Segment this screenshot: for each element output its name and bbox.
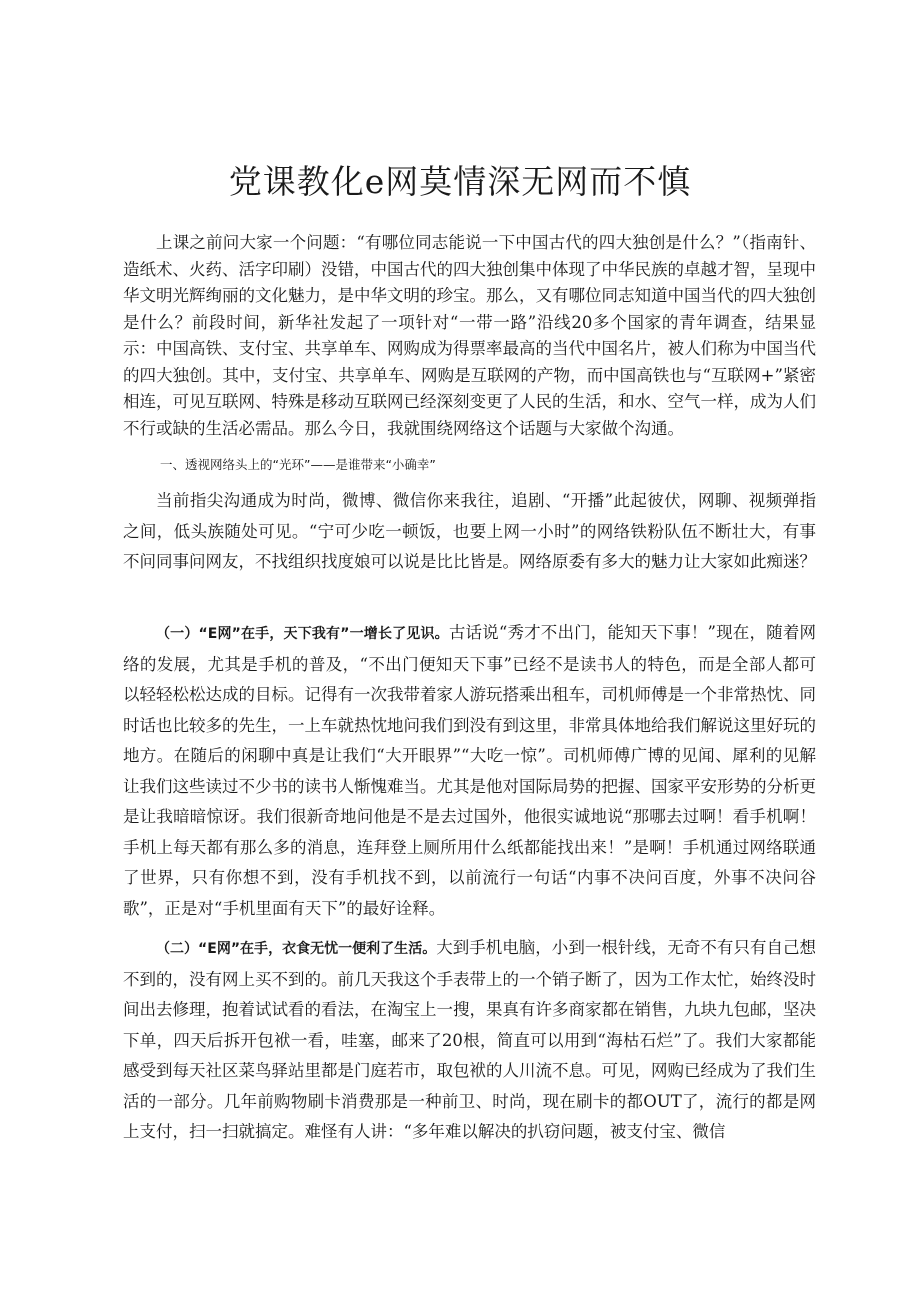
subsection2-heading: （二）“E网”在手，衣食无忧一便利了生活。 (156, 941, 437, 957)
section1-paragraph: 当前指尖沟通成为时尚，微博、微信你来我往，追剧、“开播”此起彼伏，网聊、视频弹指之间，低头族随处可见。“宁可少吃一顿饭，也要上网一小时”的网络铁粉队伍不断壮大，有事不问同事问网友，不找组织找度娘可以说是比比皆是。网络原委有多大的魅力让大家如此痴迷？ (123, 491, 816, 571)
subsection1-body: 古话说“秀才不出门，能知天下事！”现在，随着网络的发展，尤其是手机的普及，“不出门便知天下事”已经不是读书人的特色，而是全部人都可以轻轻松松达成的目标。记得有一次我带着家人游玩搭乘出租车，司机师傅是一个非常热忱、同时话也比较多的先生，一上车就热忱地问我们到没有到这里，非常具体地给我们解说这里好玩的地方。在随后的闲聊中真是让我们“大开眼界”“大吃一惊”。司机师傅广博的见闻、犀利的见解让我们这些读过不少书的读书人惭愧难当。尤其是他对国际局势的把握、国家平安形势的分析更是让我暗暗惊讶。我们很新奇地问他是不是去过国外，他很实诚地说“那哪去过啊！看手机啊！手机上每天都有那么多的消息，连拜登上厕所用什么纸都能找出来！”是啊！手机通过网络联通了世界，只有你想不到，没有手机找不到，以前流行一句话“内事不决问百度，外事不决问谷歌”，正是对“手机里面有天下”的最好诠释。 (123, 623, 816, 918)
intro-paragraph: 上课之前问大家一个问题：“有哪位同志能说一下中国古代的四大独创是什么？”（指南针、造纸术、火药、活字印刷）没错，中国古代的四大独创集中体现了中华民族的卓越才智，呈现中华文明光辉绚丽的文化魅力，是中华文明的珍宝。那么，又有哪位同志知道中国当代的四大独创是什么？前段时间，新华社发起了一项针对“一带一路”沿线20多个国家的青年调查，结果显示：中国高铁、支付宝、共享单车、网购成为得票率最高的当代中国名片，被人们称为中国当代的四大独创。其中，支付宝、共享单车、网购是互联网的产物，而中国高铁也与“互联网+”紧密相连，可见互联网、特殊是移动互联网已经深刻变更了人民的生活，和水、空气一样，成为人们不行或缺的生活必需品。那么今日，我就围绕网络这个话题与大家做个沟通。 (123, 233, 816, 438)
section-heading-1: 一、透视网络头上的“光环”——是谁带来“小确幸” (160, 457, 436, 472)
document-title: 党课教化e网莫情深无网而不慎 (228, 162, 692, 201)
subsection1-paragraph (123, 618, 816, 924)
subsection1-heading: （一）“E网”在手，天下我有”一增长了见识。 (156, 626, 449, 642)
subsection2-body: 大到手机电脑，小到一根针线，无奇不有只有自己想不到的，没有网上买不到的。前几天我这个手表带上的一个销子断了，因为工作太忙，始终没时间出去修理，抱着试试看的看法，在淘宝上一搜，果真有许多商家都在销售，九块九包邮，坚决下单，四天后拆开包袱一看，哇塞，邮来了20根，简直可以用到“海枯石烂”了。我们大家都能感受到每天社区菜鸟驿站里都是门庭若市，取包袱的人川流不息。可见，网购已经成为了我们生活的一部分。几年前购物刷卡消费那是一种前卫、时尚，现在刷卡的都OUT了，流行的都是网上支付，扫一扫就搞定。难怪有人讲：“多年难以解决的扒窃问题，被支付宝、微信 (123, 938, 816, 1141)
subsection2-paragraph (123, 933, 816, 1148)
